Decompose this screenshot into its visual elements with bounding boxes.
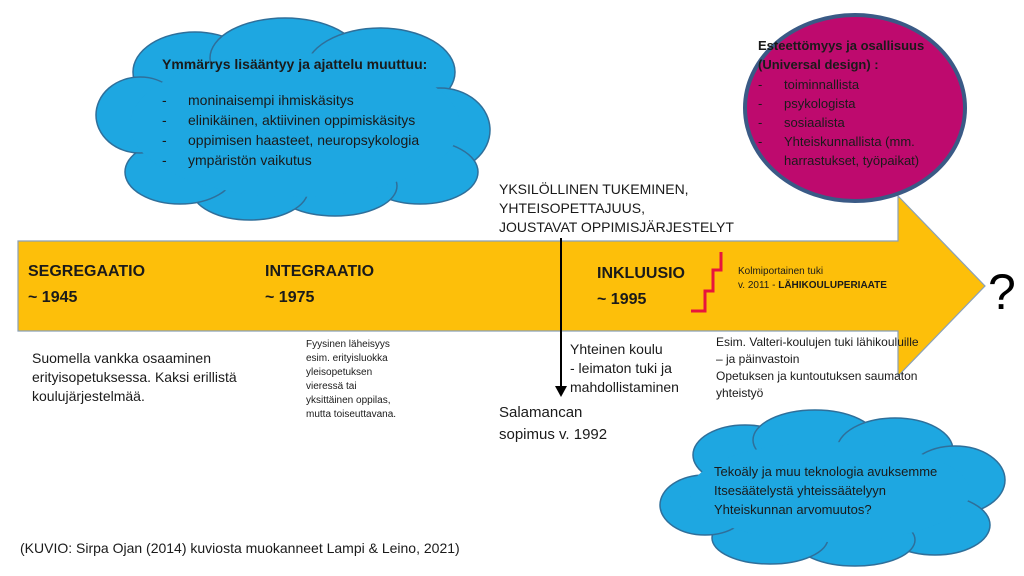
list-item: - moninaisempi ihmiskäsitys	[162, 90, 462, 110]
era-integraatio	[265, 262, 374, 308]
inkluusio-line2: – ja päinvastoin	[716, 352, 800, 366]
yhteinen-line1: Yhteinen koulu	[570, 341, 663, 357]
circle-list	[758, 75, 958, 170]
list-item: - oppimisen haasteet, neuropsykologia	[162, 130, 462, 150]
kolmiportainen-line1: Kolmiportainen tuki	[738, 266, 824, 277]
integraatio-description: Fyysinen läheisyys esim. erityisluokka yleisopetuksen vieressä tai yksittäinen oppilas, mutta toiseuttavana.	[306, 339, 397, 420]
circle-title-line1: Esteettömyys ja osallisuus	[758, 38, 925, 53]
list-item: - ympäristön vaikutus	[162, 150, 462, 170]
era-year: ~ 1945	[28, 289, 78, 306]
kolmiportainen-prefix: v. 2011 -	[738, 280, 779, 291]
center-label-line2: YHTEISOPETTAJUUS,	[499, 200, 645, 216]
list-item: - sosiaalista	[758, 113, 958, 132]
cloud-bottom-line1: Tekoäly ja muu teknologia avuksemme	[714, 464, 938, 479]
circle-top-right-text	[758, 36, 958, 170]
era-inkluusio	[597, 264, 685, 310]
era-year: ~ 1975	[265, 289, 315, 306]
inkluusio-line4: yhteistyö	[716, 386, 764, 400]
list-item: - Yhteiskunnallista (mm. harrastukset, työpaikat)	[758, 132, 958, 170]
yhteinen-koulu-text	[570, 340, 679, 397]
list-item: - elinikäinen, aktiivinen oppimiskäsitys	[162, 110, 462, 130]
era-segregaatio	[28, 262, 145, 308]
era-name: INKLUUSIO	[597, 265, 685, 282]
figure-caption: (KUVIO: Sirpa Ojan (2014) kuviosta muokanneet Lampi & Leino, 2021)	[20, 540, 460, 556]
center-label-line3: JOUSTAVAT OPPIMISJÄRJESTELYT	[499, 219, 734, 235]
salamanca-line1: Salamancan	[499, 404, 583, 421]
era-name: INTEGRAATIO	[265, 263, 375, 280]
salamanca-text	[499, 402, 607, 446]
question-mark: ?	[988, 264, 1016, 320]
cloud-top-left-list	[162, 90, 462, 170]
cloud-bottom-right-text	[714, 462, 937, 519]
segregaatio-description: Suomella vankka osaaminen erityisopetuksessa. Kaksi erillistä koulujärjestelmää.	[32, 350, 237, 404]
lahikouluperiaate: LÄHIKOULUPERIAATE	[778, 280, 887, 291]
kolmiportainen-label	[738, 265, 887, 293]
list-item: - toiminnallista	[758, 75, 958, 94]
yhteinen-line2: - leimaton tuki ja	[570, 360, 672, 376]
cloud-bottom-line2: Itsesäätelystä yhteissäätelyyn	[714, 483, 886, 498]
cloud-top-left-title: Ymmärrys lisääntyy ja ajattelu muuttuu:	[162, 56, 428, 72]
salamanca-arrowhead	[555, 386, 567, 397]
salamanca-line2: sopimus v. 1992	[499, 426, 608, 443]
yhteinen-line3: mahdollistaminen	[570, 379, 679, 395]
kolmiportainen-line2	[738, 279, 887, 293]
cloud-top-left-text	[162, 56, 462, 170]
cloud-bottom-line3: Yhteiskunnan arvomuutos?	[714, 502, 872, 517]
circle-title-line2: (Universal design) :	[758, 57, 879, 72]
list-item: - psykologista	[758, 94, 958, 113]
inkluusio-line1: Esim. Valteri-koulujen tuki lähikouluille	[716, 335, 919, 349]
era-year: ~ 1995	[597, 291, 647, 308]
center-label-line1: YKSILÖLLINEN TUKEMINEN,	[499, 181, 689, 197]
era-name: SEGREGAATIO	[28, 263, 146, 280]
inkluusio-description	[716, 334, 919, 402]
inkluusio-line3: Opetuksen ja kuntoutuksen saumaton	[716, 369, 918, 383]
center-label	[499, 180, 734, 237]
